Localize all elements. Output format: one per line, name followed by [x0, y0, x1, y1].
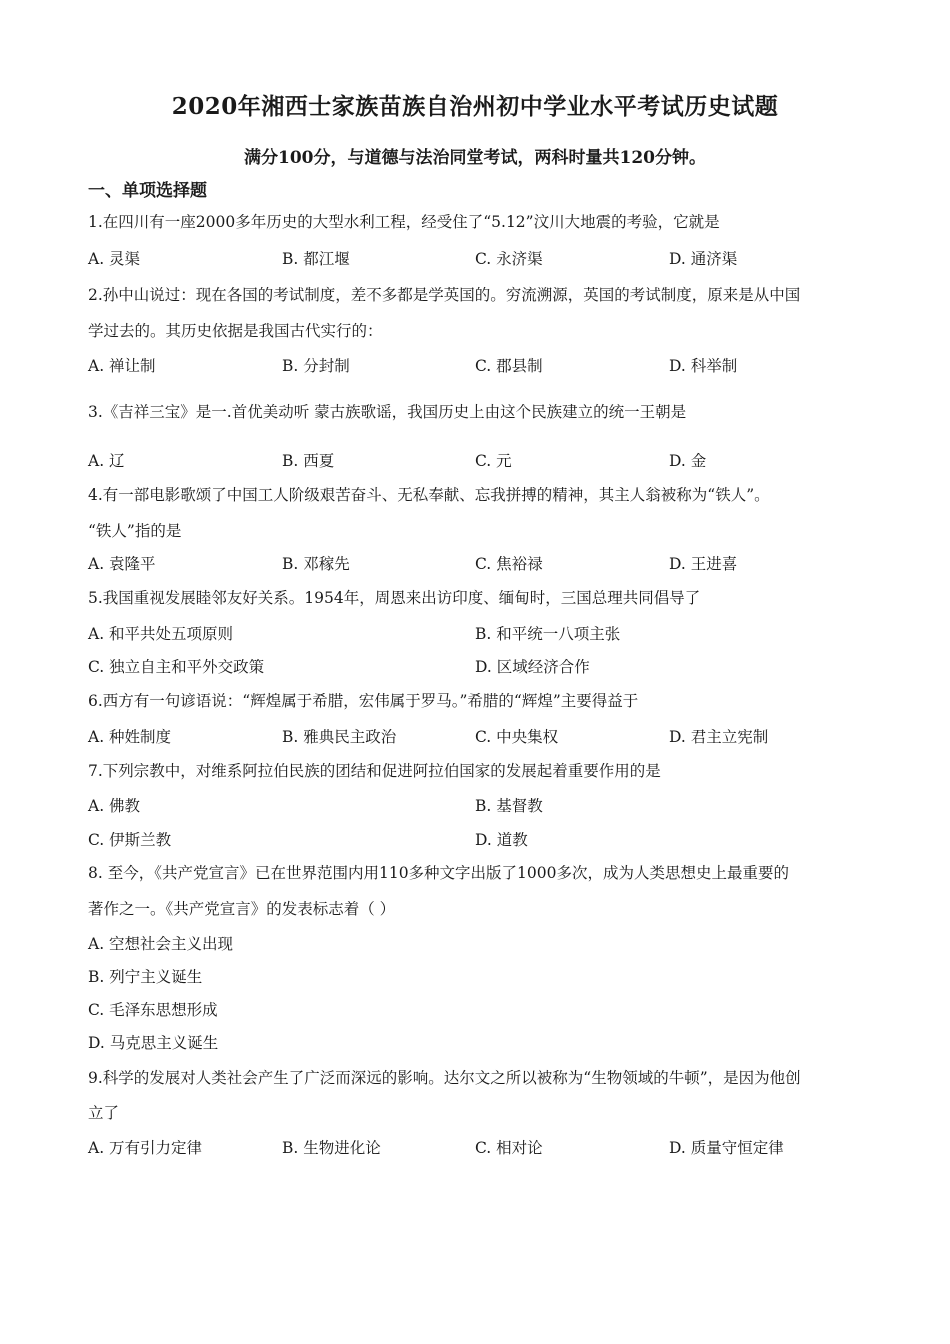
- question-5-text: 5.我国重视发展睦邻友好关系。1954年，周恩来出访印度、缅甸时，三国总理共同倡导了: [88, 589, 701, 607]
- question-4-option-a: A. 袁隆平: [88, 555, 156, 573]
- question-3-option-c: C. 元: [475, 452, 512, 470]
- question-9-text-line-2: 立了: [88, 1104, 120, 1122]
- page-title: 2020年湘西士家族苗族自治州初中学业水平考试历史试题: [171, 93, 779, 120]
- question-7-option-a: A. 佛教: [88, 797, 141, 815]
- question-2-text-line-2: 学过去的。其历史依据是我国古代实行的：: [88, 322, 383, 340]
- question-4-option-c: C. 焦裕禄: [475, 555, 543, 573]
- question-4-text-line-2: “铁人”指的是: [88, 522, 182, 540]
- question-8-option-b: B. 列宁主义诞生: [88, 968, 203, 986]
- question-1-option-a: A. 灵渠: [88, 250, 141, 268]
- question-1-option-d: D. 通济渠: [669, 250, 738, 268]
- question-1-option-b: B. 都江堰: [282, 250, 350, 268]
- question-4-option-d: D. 王进喜: [669, 555, 738, 573]
- question-3-text: 3.《吉祥三宝》是一.首优美动听 蒙古族歌谣，我国历史上由这个民族建立的统一王朝是: [88, 403, 687, 421]
- question-5-option-c: C. 独立自主和平外交政策: [88, 658, 265, 676]
- question-7-option-c: C. 伊斯兰教: [88, 831, 172, 849]
- question-5-option-a: A. 和平共处五项原则: [88, 625, 234, 643]
- question-2-option-b: B. 分封制: [282, 357, 350, 375]
- question-9-text-line-1: 9.科学的发展对人类社会产生了广泛而深远的影响。达尔文之所以被称为“生物领域的牛顿”，是因为他创: [88, 1069, 801, 1087]
- question-1-text: 1.在四川有一座2000多年历史的大型水利工程，经受住了“5.12”汶川大地震的考验，它就是: [88, 213, 720, 231]
- question-3-option-a: A. 辽: [88, 452, 125, 470]
- section-heading: 一、单项选择题: [88, 181, 207, 201]
- question-6-option-c: C. 中央集权: [475, 728, 559, 746]
- question-8-text-line-2: 著作之一。《共产党宣言》的发表标志着（ ）: [88, 900, 396, 918]
- question-2-option-a: A. 禅让制: [88, 357, 156, 375]
- question-6-option-b: B. 雅典民主政治: [282, 728, 397, 746]
- question-3-option-d: D. 金: [669, 452, 707, 470]
- question-1-option-c: C. 永济渠: [475, 250, 543, 268]
- question-4-text-line-1: 4.有一部电影歌颂了中国工人阶级艰苦奋斗、无私奉献、忘我拼搏的精神，其主人翁被称为“铁人”。: [88, 486, 770, 504]
- question-2-option-c: C. 郡县制: [475, 357, 543, 375]
- question-6-option-d: D. 君主立宪制: [669, 728, 769, 746]
- question-6-option-a: A. 种姓制度: [88, 728, 172, 746]
- question-9-option-a: A. 万有引力定律: [88, 1139, 203, 1157]
- exam-instructions: 满分100分，与道德与法治同堂考试，两科时量共120分钟。: [244, 148, 706, 168]
- question-8-option-a: A. 空想社会主义出现: [88, 935, 234, 953]
- question-8-text-line-1: 8. 至今，《共产党宣言》已在世界范围内用110多种文字出版了1000多次，成为人类思想史上最重要的: [88, 864, 789, 882]
- question-9-option-d: D. 质量守恒定律: [669, 1139, 784, 1157]
- question-4-option-b: B. 邓稼先: [282, 555, 350, 573]
- question-3-option-b: B. 西夏: [282, 452, 335, 470]
- question-9-option-c: C. 相对论: [475, 1139, 543, 1157]
- question-2-option-d: D. 科举制: [669, 357, 738, 375]
- question-6-text: 6.西方有一句谚语说：“辉煌属于希腊，宏伟属于罗马。”希腊的“辉煌”主要得益于: [88, 692, 639, 710]
- question-5-option-d: D. 区域经济合作: [475, 658, 590, 676]
- question-7-option-b: B. 基督教: [475, 797, 543, 815]
- question-8-option-c: C. 毛泽东思想形成: [88, 1001, 218, 1019]
- question-5-option-b: B. 和平统一八项主张: [475, 625, 621, 643]
- question-7-text: 7.下列宗教中，对维系阿拉伯民族的团结和促进阿拉伯国家的发展起着重要作用的是: [88, 762, 661, 780]
- question-8-option-d: D. 马克思主义诞生: [88, 1034, 219, 1052]
- question-9-option-b: B. 生物进化论: [282, 1139, 381, 1157]
- question-7-option-d: D. 道教: [475, 831, 528, 849]
- question-2-text-line-1: 2.孙中山说过：现在各国的考试制度，差不多都是学英国的。穷流溯源，英国的考试制度，原来是从中国: [88, 286, 801, 304]
